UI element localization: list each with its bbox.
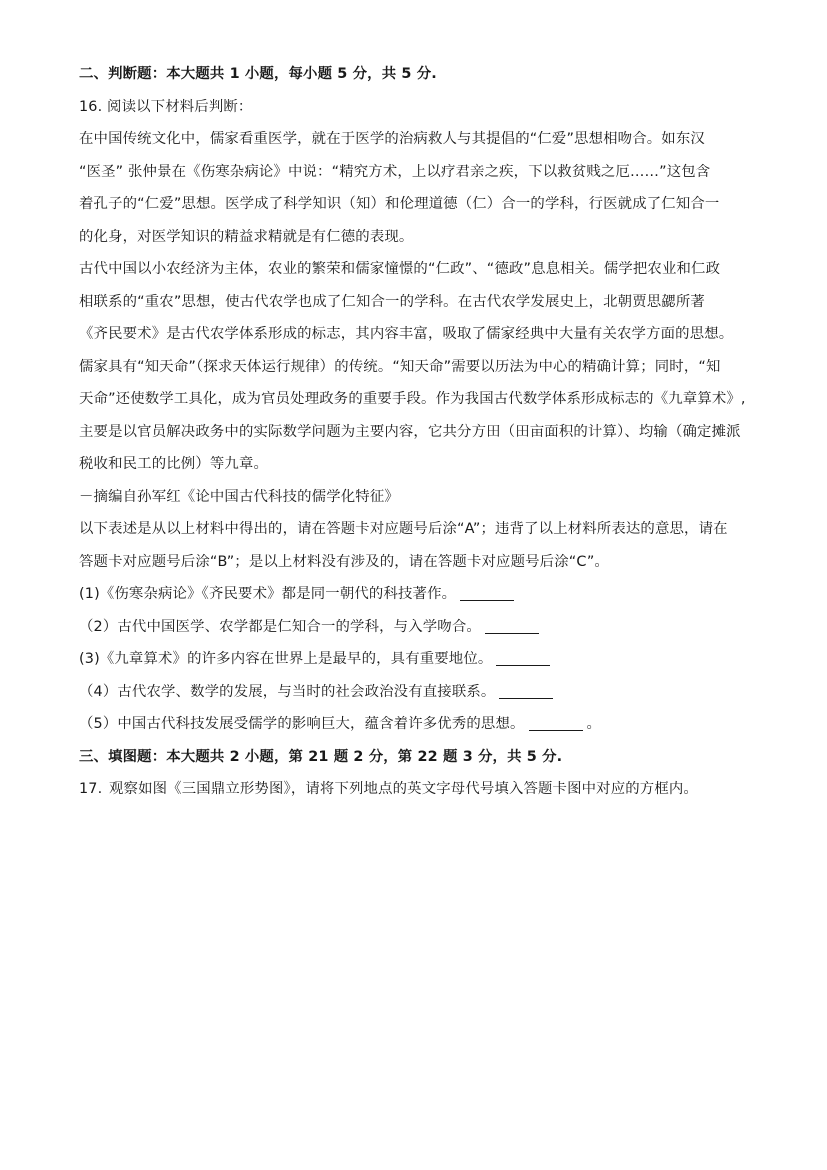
text-line: 《齐民要术》是古代农学体系形成的标志，其内容丰富，吸取了儒家经典中大量有关农学方面的思想。	[79, 326, 734, 342]
text-line: 以下表述是从以上材料中得出的，请在答题卡对应题号后涂“A”；违背了以上材料所表达的意思，请在	[79, 521, 728, 537]
answer-instructions	[79, 513, 759, 578]
answer-blank[interactable]	[460, 584, 514, 601]
answer-blank[interactable]	[485, 617, 539, 634]
judgment-item-1	[79, 578, 759, 611]
judgment-item-4	[79, 676, 759, 709]
judgment-item-text: (1)《伤寒杂病论》《齐民要术》都是同一朝代的科技著作。	[79, 586, 457, 602]
judgment-item-5	[79, 708, 759, 741]
text-line: 的化身，对医学知识的精益求精就是有仁德的表现。	[79, 228, 414, 245]
question-17-text: 观察如图《三国鼎立形势图》，请将下列地点的英文字母代号填入答题卡图中对应的方框内。	[109, 781, 698, 797]
answer-blank[interactable]	[529, 714, 583, 731]
question-16-stem: 16. 阅读以下材料后判断：	[79, 98, 253, 115]
judgment-item-text: （4）古代农学、数学的发展，与当时的社会政治没有直接联系。	[79, 683, 496, 700]
judgment-item-text: (3)《九章算术》的许多内容在世界上是最早的，具有重要地位。	[79, 651, 493, 667]
judgment-item-text: （2）古代中国医学、农学都是仁知合一的学科，与入学吻合。	[79, 618, 481, 635]
text-line: 相联系的“重农”思想，使古代农学也成了仁知合一的学科。在古代农学发展史上，北朝贾思勰所著	[79, 293, 705, 310]
material-source: －摘编自孙军红《论中国古代科技的儒学化特征》	[79, 488, 399, 505]
judgment-items	[79, 578, 759, 741]
material-paragraph-mathematics	[79, 351, 759, 481]
text-line: “医圣” 张仲景在《伤寒杂病论》中说：“精究方术，上以疗君亲之疾，下以救贫贱之厄……”这包含	[79, 163, 711, 180]
item-end-punctuation: 。	[586, 716, 602, 732]
material-paragraph-agriculture	[79, 253, 759, 351]
text-line: 儒家具有“知天命”（探求天体运行规律）的传统。“知天命”需要以历法为中心的精确计算；同时，“知	[79, 358, 721, 375]
answer-blank[interactable]	[496, 649, 550, 666]
text-line: 答题卡对应题号后涂“B”；是以上材料没有涉及的，请在答题卡对应题号后涂“C”。	[79, 553, 609, 570]
material-paragraph-medicine	[79, 123, 759, 253]
document-page	[79, 58, 759, 806]
text-line: 税收和民工的比例）等九章。	[79, 456, 269, 472]
judgment-item-text: （5）中国古代科技发展受儒学的影响巨大，蕴含着许多优秀的思想。	[79, 716, 525, 732]
text-line: 天命”还使数学工具化，成为官员处理政务的重要手段。作为我国古代数学体系形成标志的《九章算术》,	[79, 391, 746, 407]
answer-blank[interactable]	[499, 682, 553, 699]
text-line: 古代中国以小农经济为主体，农业的繁荣和儒家憧憬的“仁政”、“德政”息息相关。儒学把农业和仁政	[79, 261, 721, 277]
text-line: 主要是以官员解决政务中的实际数学问题为主要内容，它共分方田（田亩面积的计算）、均输（确定摊派	[79, 423, 741, 440]
text-line: 在中国传统文化中，儒家看重医学，就在于医学的治病救人与其提倡的“仁爱”思想相吻合。如东汉	[79, 131, 705, 147]
judgment-item-2	[79, 611, 759, 644]
judgment-item-3	[79, 643, 759, 676]
section-2-heading: 二、判断题：本大题共 1 小题，每小题 5 分，共 5 分.	[79, 66, 437, 82]
question-17	[79, 773, 759, 806]
section-3-heading: 三、填图题：本大题共 2 小题，第 21 题 2 分，第 22 题 3 分，共 5 分.	[79, 748, 563, 765]
text-line: 着孔子的“仁爱”思想。医学成了科学知识（知）和伦理道德（仁）合一的学科，行医就成了仁知合一	[79, 196, 720, 212]
question-17-number: 17.	[79, 781, 103, 797]
